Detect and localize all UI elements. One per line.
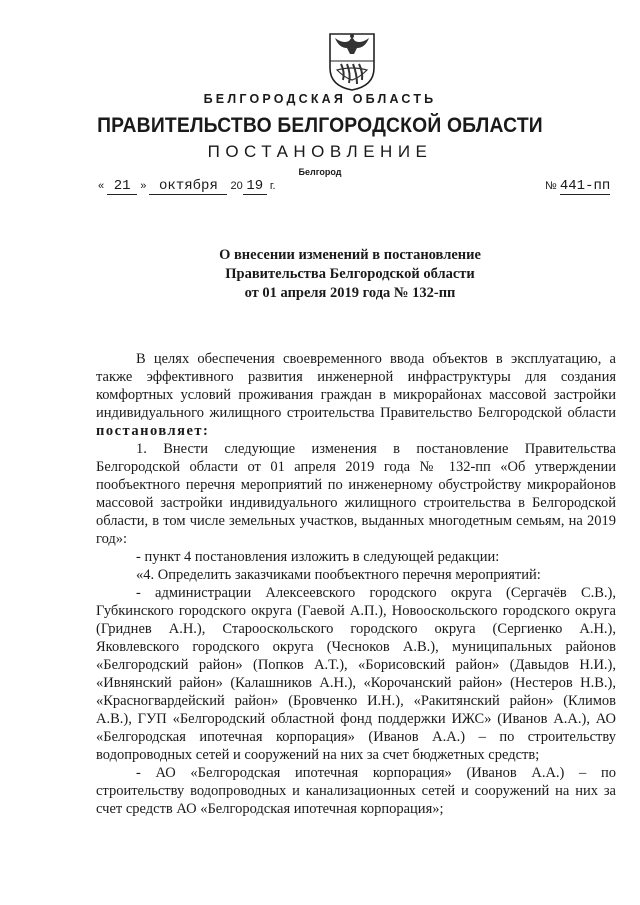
preamble-resolves: постановляет [96,423,204,439]
document-number [545,178,610,195]
government-name: ПРАВИТЕЛЬСТВО БЕЛГОРОДСКОЙ ОБЛАСТИ [97,114,543,137]
date-year-suffix: 19 [246,178,264,194]
date-year-prefix: 20 [230,180,243,192]
date-month: октября [159,178,218,194]
document-date [98,178,276,195]
preamble-colon: : [203,423,210,439]
paragraph-item-4-intro: - пункт 4 постановления изложить в следующей редакции: [136,549,500,565]
date-day: 21 [113,178,131,194]
coat-of-arms-icon [327,28,377,92]
date-year-abbr: г. [269,180,276,192]
paragraph-item-1: 1. Внести следующие изменения в постановление Правительства Белгородской области от 01 апреля 2019 года № 132-пп «Об утверждении пообъектного перечня мероприятий по инженерному обустройству микрорайонов массовой застройки индивидуального жилищного строительства в Белгородской области, в том числе земельных участков, выданных многодетным семьям, на 2019 год»: [96,441,616,547]
title-line-2: Правительства Белгородской области [225,266,475,282]
paragraph-customers-list: - администрации Алексеевского городского округа (Сергачёв С.В.), Губкинского городского округа (Гаевой А.П.), Новооскольского городского округа (Гриднев А.Н.), Старооскольского городского округа (Сергиенко А.Н.), Яковлевского городского округа (Чесноков А.В.), муниципальных районов «Белгородский район» (Попков А.Т.), «Борисовский район» (Давыдов Н.И.), «Ивнянский район» (Калашников А.Н.), «Корочанский район» (Нестеров Н.В.), «Красногвардейский район» (Бровченко И.Н.), «Ракитянский район» (Климов А.В.), ГУП «Белгородский областной фонд поддержки ИЖС» (Иванов А.А.), АО «Белгородская ипотечная корпорация» (Иванов А.А.) – по строительству водопроводных сетей и сооружений на них за счет бюджетных средств; [96,585,616,763]
title-line-1: О внесении изменений в постановление [219,247,481,263]
date-open-quote: « [98,180,105,192]
title-line-3: от 01 апреля 2019 года № 132-пп [244,285,456,301]
document-type: ПОСТАНОВЛЕНИЕ [207,142,433,161]
city-name: Белгород [298,167,342,177]
date-close-quote: » [140,180,147,192]
number-suffix: -пп [585,178,611,194]
preamble-text: В целях обеспечения своевременного ввода объектов в эксплуатацию, а также эффективного развития инженерной инфраструктуры для создания комфортных условий проживания граждан в микрорайонах массовой застройки индивидуального жилищного строительства Правительство Белгородской области [96,351,616,421]
paragraph-item-4-text: «4. Определить заказчиками пообъектного перечня мероприятий: [136,567,541,583]
number-label: № [545,180,557,192]
paragraph-mortgage-corp: - АО «Белгородская ипотечная корпорация» (Иванов А.А.) – по строительству водопроводных и канализационных сетей и сооружений на них за счет средств АО «Белгородская ипотечная корпорация»; [96,765,616,817]
document-body [96,350,616,818]
paragraph-preamble [96,350,616,440]
region-name: БЕЛГОРОДСКАЯ ОБЛАСТЬ [203,92,437,106]
document-title [0,246,640,303]
number-value: 441 [559,178,586,194]
